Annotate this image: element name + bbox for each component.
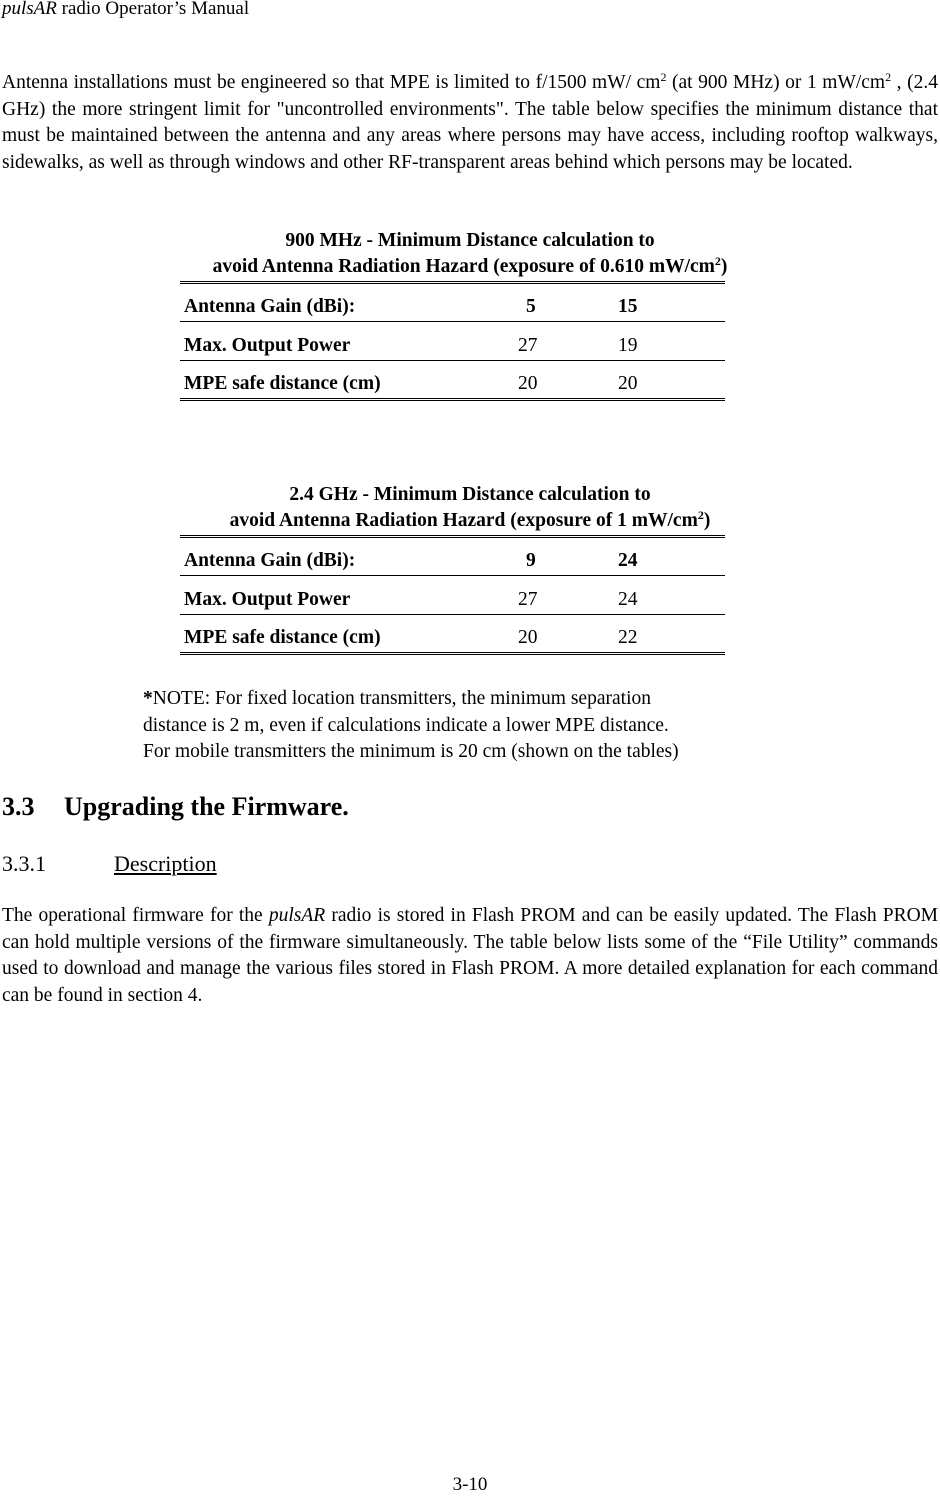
row-label: Max. Output Power	[180, 576, 490, 615]
table-900-caption-line1: 900 MHz - Minimum Distance calculation to	[285, 230, 655, 251]
intro-text-3: , (2.4 GHz) the more stringent limit for "uncontrolled environments". The table below specifies the minimum distance that must be maintained between the antenna and any areas where persons may have access, including rooftop walkways, sidewalks, as well as through windows and other RF-transparent areas behind which persons may be located.	[2, 72, 938, 173]
cell-value: 20	[490, 361, 618, 400]
table-row	[180, 322, 725, 361]
table-row	[180, 576, 725, 615]
cell-value: 19	[618, 322, 725, 361]
row-label: MPE safe distance (cm)	[180, 615, 490, 654]
firmware-paragraph	[2, 903, 938, 1009]
intro-sup-2: 2	[885, 70, 892, 84]
cell-value: 24	[618, 576, 725, 615]
note-line1	[143, 686, 903, 713]
cell-value: 24	[618, 537, 725, 576]
table-24-caption-line1: 2.4 GHz - Minimum Distance calculation to	[289, 484, 651, 505]
cell-value: 15	[618, 283, 725, 322]
table-900-caption-line2	[0, 254, 940, 280]
firmware-text-2: radio is stored in Flash PROM and can be easily updated. The Flash PROM can hold multiple versions of the firmware simultaneously. The table below lists some of the “File Utility” commands used to download and manage the various files stored in Flash PROM. A more detailed explanation for each command can be found in section 4.	[2, 905, 938, 1006]
firmware-brand: pulsAR	[268, 905, 326, 926]
note-text-1: NOTE: For fixed location transmitters, the minimum separation	[152, 688, 651, 709]
cell-value: 27	[490, 576, 618, 615]
table-row	[180, 283, 725, 322]
row-label: Antenna Gain (dBi):	[180, 283, 490, 322]
table-row	[180, 537, 725, 576]
section-heading	[2, 790, 349, 824]
note-star: *	[143, 688, 153, 709]
table-24	[180, 535, 725, 655]
row-label: MPE safe distance (cm)	[180, 361, 490, 400]
cell-value: 5	[490, 283, 618, 322]
page-number: 3-10	[452, 1474, 488, 1495]
firmware-text-1: The operational firmware for the	[2, 905, 269, 926]
row-label: Max. Output Power	[180, 322, 490, 361]
row-label: Antenna Gain (dBi):	[180, 537, 490, 576]
subsection-number: 3.3.1	[2, 851, 46, 876]
caption-text: avoid Antenna Radiation Hazard (exposure of 0.610 mW/cm	[212, 256, 715, 277]
running-header	[2, 0, 249, 21]
cell-value: 9	[490, 537, 618, 576]
caption-sup: 2	[714, 254, 721, 268]
cell-value: 22	[618, 615, 725, 654]
intro-sup-1: 2	[660, 70, 667, 84]
cell-value: 20	[490, 615, 618, 654]
subsection-heading	[2, 850, 217, 878]
caption-end: )	[703, 510, 711, 531]
intro-text-2: (at 900 MHz) or 1 mW/cm	[666, 72, 886, 93]
table-900-caption	[0, 228, 940, 280]
table-24-caption	[0, 482, 940, 534]
intro-text-1: Antenna installations must be engineered so that MPE is limited to f/1500 mW/ cm	[2, 72, 661, 93]
cell-value: 27	[490, 322, 618, 361]
note-line3: For mobile transmitters the minimum is 20 cm (shown on the tables)	[143, 741, 679, 762]
table-900	[180, 281, 725, 401]
caption-end: )	[720, 256, 728, 277]
table-row	[180, 361, 725, 400]
section-number: 3.3	[2, 792, 35, 821]
section-title: Upgrading the Firmware.	[64, 792, 349, 821]
subsection-title: Description	[114, 851, 217, 876]
caption-sup: 2	[697, 508, 704, 522]
table-24-caption-line2	[0, 508, 940, 534]
mpe-note	[143, 686, 903, 766]
note-line2: distance is 2 m, even if calculations indicate a lower MPE distance.	[143, 714, 669, 736]
table-row	[180, 615, 725, 654]
caption-text: avoid Antenna Radiation Hazard (exposure of 1 mW/cm	[229, 510, 698, 531]
cell-value: 20	[618, 361, 725, 400]
intro-paragraph	[2, 70, 938, 176]
header-title: radio Operator’s Manual	[56, 0, 250, 19]
header-brand: pulsAR	[2, 0, 57, 19]
